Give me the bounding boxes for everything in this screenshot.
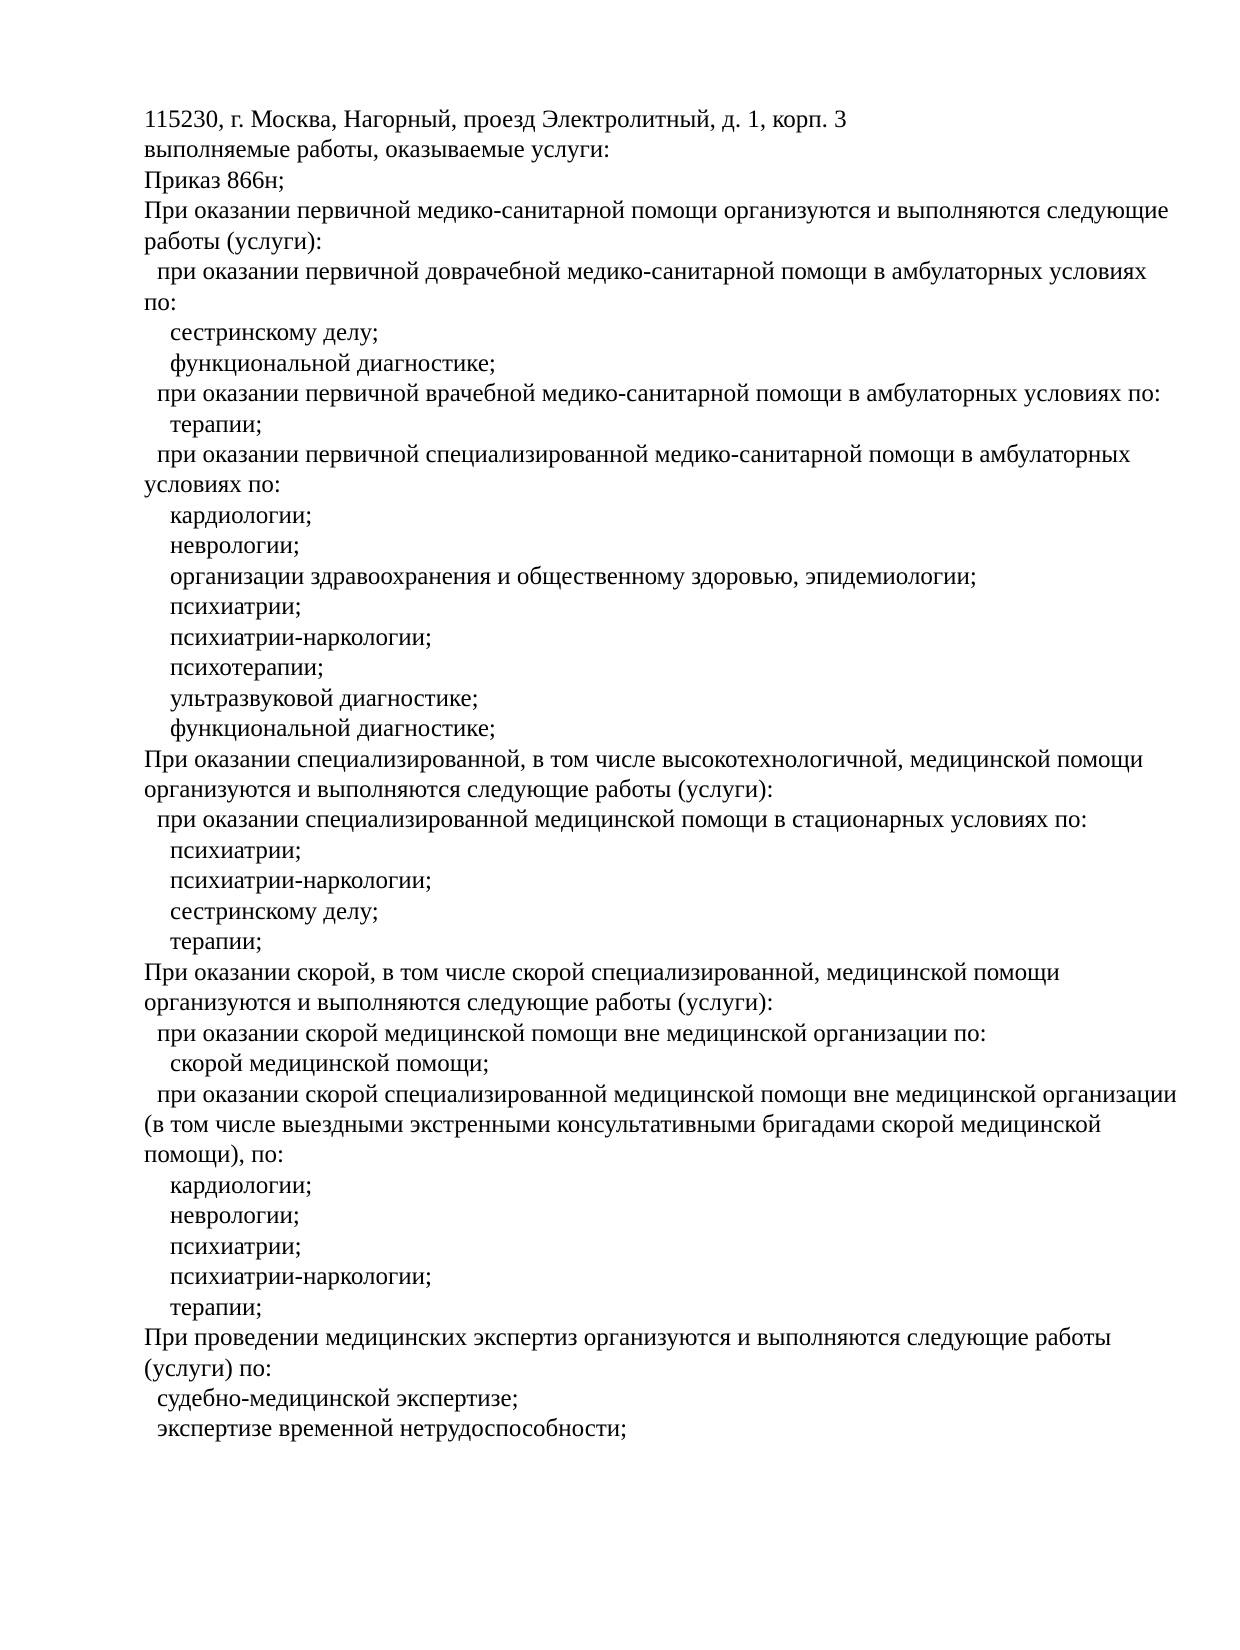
document-line: скорой медицинской помощи; bbox=[170, 1050, 490, 1078]
document-line: сестринскому делу; bbox=[170, 897, 379, 925]
document-line: при оказании специализированной медицинской помощи в стационарных условиях по: bbox=[157, 806, 1088, 834]
document-line: экспертизе временной нетрудоспособности; bbox=[157, 1415, 628, 1443]
document-line: При оказании первичной медико-санитарной помощи организуются и выполняются следующие bbox=[144, 197, 1169, 225]
document-line: ультразвуковой диагностике; bbox=[170, 684, 479, 712]
document-line: терапии; bbox=[170, 410, 263, 438]
document-line: судебно-медицинской экспертизе; bbox=[157, 1385, 519, 1413]
document-line: кардиологии; bbox=[170, 501, 313, 529]
document-line: При оказании специализированной, в том числе высокотехнологичной, медицинской помощи bbox=[144, 745, 1144, 773]
document-text-block bbox=[144, 105, 1180, 1445]
document-line: психотерапии; bbox=[170, 654, 324, 682]
document-line: кардиологии; bbox=[170, 1171, 313, 1199]
document-line: 115230, г. Москва, Нагорный, проезд Электролитный, д. 1, корп. 3 bbox=[144, 106, 847, 133]
document-line: работы (услуги): bbox=[144, 227, 323, 255]
document-line: при оказании первичной врачебной медико-санитарной помощи в амбулаторных условиях по: bbox=[157, 380, 1161, 408]
document-line: психиатрии-наркологии; bbox=[170, 623, 432, 651]
document-line: помощи), по: bbox=[144, 1141, 285, 1169]
document-line: при оказании первичной доврачебной медико-санитарной помощи в амбулаторных условиях bbox=[157, 258, 1147, 286]
document-line: терапии; bbox=[170, 928, 263, 956]
document-line: психиатрии-наркологии; bbox=[170, 867, 432, 895]
document-line: условиях по: bbox=[144, 471, 281, 499]
document-line: выполняемые работы, оказываемые услуги: bbox=[144, 136, 611, 164]
document-line: неврологии; bbox=[170, 1202, 300, 1230]
document-line: организуются и выполняются следующие работы (услуги): bbox=[144, 989, 774, 1017]
document-line: Приказ 866н; bbox=[144, 166, 285, 194]
document-line: функциональной диагностике; bbox=[170, 715, 496, 743]
document-line: психиатрии; bbox=[170, 836, 302, 864]
document-line: функциональной диагностике; bbox=[170, 349, 496, 377]
document-line: психиатрии; bbox=[170, 593, 302, 621]
document-line: при оказании скорой специализированной медицинской помощи вне медицинской организации bbox=[157, 1080, 1177, 1108]
document-line: сестринскому делу; bbox=[170, 319, 379, 347]
document-line: при оказании скорой медицинской помощи вне медицинской организации по: bbox=[157, 1019, 987, 1047]
document-line: организации здравоохранения и общественному здоровью, эпидемиологии; bbox=[170, 562, 977, 590]
document-line: (в том числе выездными экстренными консультативными бригадами скорой медицинской bbox=[144, 1110, 1102, 1138]
document-line: При оказании скорой, в том числе скорой специализированной, медицинской помощи bbox=[144, 958, 1060, 986]
document-line: психиатрии-наркологии; bbox=[170, 1263, 432, 1291]
document-line: психиатрии; bbox=[170, 1232, 302, 1260]
document-line: (услуги) по: bbox=[144, 1354, 272, 1382]
document-line: При проведении медицинских экспертиз организуются и выполняются следующие работы bbox=[144, 1324, 1112, 1352]
document-line: неврологии; bbox=[170, 532, 300, 560]
document-line: при оказании первичной специализированной медико-санитарной помощи в амбулаторных bbox=[157, 440, 1131, 468]
document-line: организуются и выполняются следующие работы (услуги): bbox=[144, 775, 774, 803]
document-line: терапии; bbox=[170, 1293, 263, 1321]
document-line: по: bbox=[144, 288, 177, 316]
